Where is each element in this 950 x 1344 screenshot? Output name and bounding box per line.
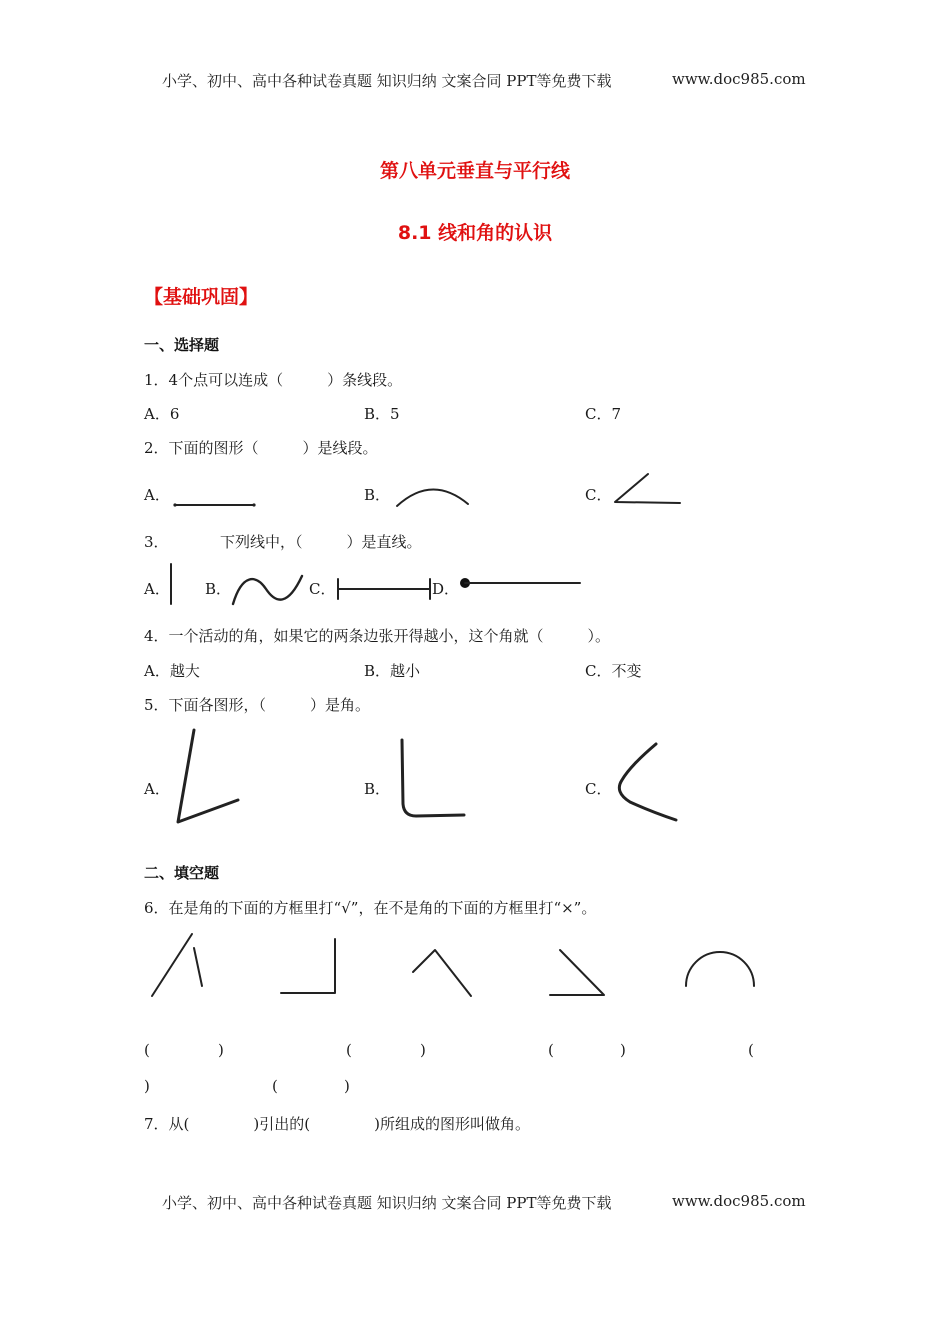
angle-acute-figure (172, 726, 244, 826)
q4-option-b[interactable]: B．越小 (364, 662, 421, 680)
question-3-text: 下列线中，（ ）是直线。 (220, 533, 422, 551)
q6-figure-2-right-angle (278, 936, 340, 998)
q3-option-a[interactable]: A． (144, 580, 170, 598)
q2-option-c[interactable]: C． (585, 486, 612, 504)
q6-blank-4-close[interactable]: ) (144, 1077, 150, 1095)
q6-blank-2-close[interactable]: ) (420, 1041, 426, 1059)
q6-blank-3-close[interactable]: ) (620, 1041, 626, 1059)
rounded-corner-figure (394, 736, 470, 822)
q6-figure-1-open-lines (148, 930, 208, 1000)
part2-heading: 二、填空题 (144, 864, 220, 882)
question-6: 6．在是角的下面的方框里打“√”，在不是角的下面的方框里打“×”。 (144, 899, 597, 917)
question-4: 4．一个活动的角，如果它的两条边张开得越小，这个角就（ ）。 (144, 627, 611, 645)
q5-option-a[interactable]: A． (144, 780, 170, 798)
q1-option-b[interactable]: B．5 (364, 405, 400, 423)
footer-text: 小学、初中、高中各种试卷真题 知识归纳 文案合同 PPT等免费下载 (162, 1194, 612, 1212)
segment-with-endpoints-figure (334, 576, 434, 602)
question-1: 1．4个点可以连成（ ）条线段。 (144, 371, 403, 389)
curved-angle-figure (612, 740, 684, 826)
angle-figure (612, 470, 686, 510)
q5-option-b[interactable]: B． (364, 780, 391, 798)
section-title: 【基础巩固】 (144, 286, 259, 308)
q6-figure-4-angle (546, 946, 610, 1000)
q5-option-c[interactable]: C． (585, 780, 612, 798)
q3-option-b[interactable]: B． (205, 580, 232, 598)
footer-url[interactable]: www.doc985.com (672, 1192, 806, 1210)
question-2-text: 2．下面的图形（ ）是线段。 (144, 439, 378, 457)
q4-option-a[interactable]: A．越大 (144, 662, 200, 680)
unit-title: 第八单元垂直与平行线 (379, 160, 570, 182)
q3-option-c[interactable]: C． (309, 580, 336, 598)
lesson-title: 8.1 线和角的认识 (397, 222, 553, 244)
question-5: 5．下面各图形，（ ）是角。 (144, 696, 371, 714)
q1-option-c[interactable]: C．7 (585, 405, 622, 423)
q2-option-b[interactable]: B． (364, 486, 391, 504)
q6-blank-1-close[interactable]: ) (218, 1041, 224, 1059)
q6-blank-3-open[interactable]: ( (548, 1041, 554, 1059)
curve-figure (394, 480, 474, 510)
q4-option-c[interactable]: C．不变 (585, 662, 642, 680)
q3-option-d[interactable]: D． (432, 580, 460, 598)
q6-blank-5-open[interactable]: ( (272, 1077, 278, 1095)
q6-figure-5-arc (680, 944, 760, 988)
line-segment-figure (172, 498, 262, 512)
q2-option-a[interactable]: A． (144, 486, 170, 504)
header-url[interactable]: www.doc985.com (672, 70, 806, 88)
part1-heading: 一、选择题 (144, 336, 220, 354)
wave-figure (230, 570, 306, 608)
q6-blank-4-open[interactable]: ( (748, 1041, 754, 1059)
q6-blank-1-open[interactable]: ( (144, 1041, 150, 1059)
q6-blank-2-open[interactable]: ( (346, 1041, 352, 1059)
vertical-segment-figure (166, 562, 176, 606)
q1-option-a[interactable]: A．6 (144, 405, 180, 423)
header-text: 小学、初中、高中各种试卷真题 知识归纳 文案合同 PPT等免费下载 (162, 72, 612, 90)
ray-figure (458, 574, 584, 592)
question-3-number: 3． (144, 533, 169, 551)
question-7: 7．从( )引出的( )所组成的图形叫做角。 (144, 1115, 530, 1133)
q6-blank-5-close[interactable]: ) (344, 1077, 350, 1095)
q6-figure-3-angle (410, 946, 474, 1000)
